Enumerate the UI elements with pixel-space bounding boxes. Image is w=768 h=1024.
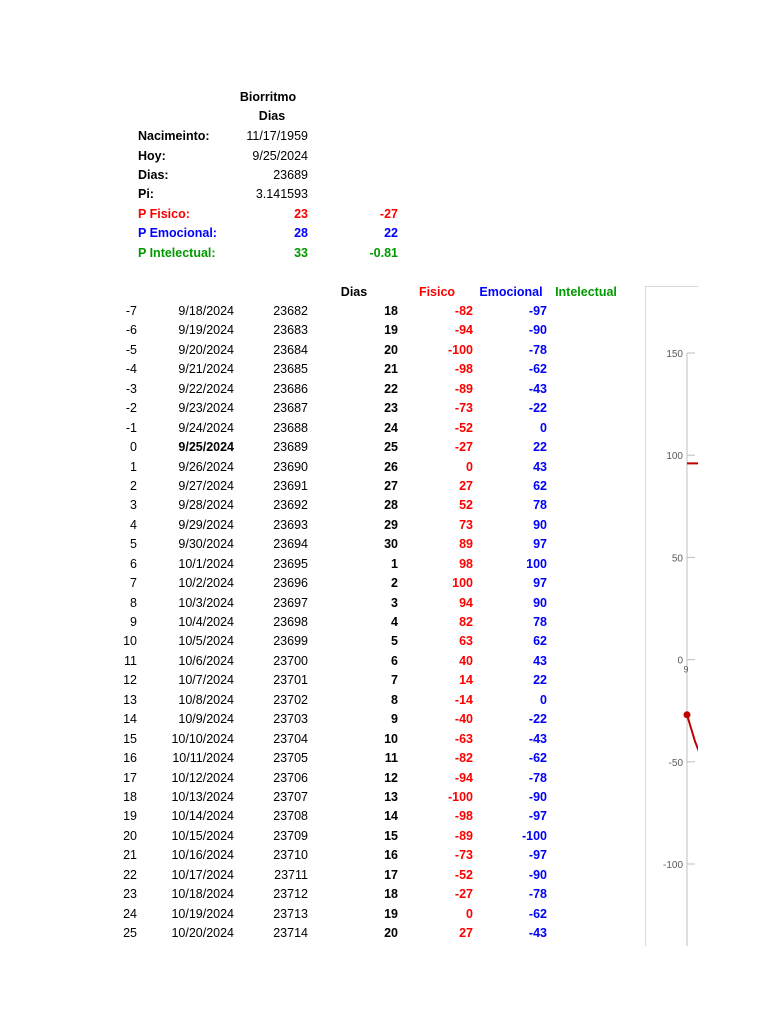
row-date: 9/28/2024 — [178, 498, 234, 512]
row-date: 10/16/2024 — [171, 848, 234, 862]
row-physical: -89 — [454, 829, 473, 843]
row-day: 9 — [391, 712, 398, 726]
row-day: 27 — [384, 479, 398, 493]
row-serial: 23696 — [273, 576, 308, 590]
emotional-value: 22 — [384, 226, 398, 240]
row-date: 10/15/2024 — [171, 829, 234, 843]
title-line1: Biorritmo — [239, 90, 297, 104]
row-physical: -100 — [447, 790, 473, 804]
row-day: 26 — [384, 460, 398, 474]
row-offset: 2 — [130, 479, 137, 493]
row-offset: 12 — [123, 673, 137, 687]
row-day: 12 — [384, 771, 398, 785]
row-day: 25 — [384, 440, 398, 454]
row-day: 7 — [391, 673, 398, 687]
row-emotional: 62 — [533, 479, 547, 493]
row-date: 9/27/2024 — [178, 479, 234, 493]
row-emotional: -43 — [528, 926, 547, 940]
row-emotional: 100 — [526, 557, 547, 571]
row-offset: 7 — [130, 576, 137, 590]
row-offset: 6 — [130, 557, 137, 571]
header-emotional: Emocional — [479, 285, 543, 299]
row-emotional: 78 — [533, 615, 547, 629]
row-offset: 16 — [123, 751, 137, 765]
row-emotional: 97 — [533, 576, 547, 590]
row-day: 11 — [384, 751, 398, 765]
y-tick-label: -50 — [668, 757, 683, 769]
row-day: 29 — [384, 518, 398, 532]
row-offset: 20 — [123, 829, 137, 843]
row-physical: -27 — [454, 440, 473, 454]
row-physical: -63 — [454, 732, 473, 746]
row-offset: 4 — [130, 518, 137, 532]
row-physical: 82 — [459, 615, 473, 629]
row-serial: 23694 — [273, 537, 308, 551]
row-day: 15 — [384, 829, 398, 843]
row-emotional: -22 — [528, 401, 547, 415]
row-date: 10/7/2024 — [178, 673, 234, 687]
row-day: 4 — [391, 615, 398, 629]
row-emotional: 90 — [533, 596, 547, 610]
row-day: 6 — [391, 654, 398, 668]
intellectual-label: P Intelectual: — [138, 246, 216, 260]
row-physical: 100 — [452, 576, 473, 590]
row-serial: 23683 — [273, 323, 308, 337]
row-date: 10/14/2024 — [171, 809, 234, 823]
series-physical-point — [684, 711, 691, 718]
row-physical: -52 — [454, 868, 473, 882]
row-offset: 23 — [123, 887, 137, 901]
row-physical: -73 — [454, 401, 473, 415]
row-offset: 5 — [130, 537, 137, 551]
row-emotional: -100 — [521, 829, 547, 843]
row-emotional: 43 — [533, 654, 547, 668]
row-physical: 14 — [459, 673, 473, 687]
row-day: 10 — [384, 732, 398, 746]
row-day: 22 — [384, 382, 398, 396]
row-physical: 73 — [459, 518, 473, 532]
row-serial: 23695 — [273, 557, 308, 571]
row-physical: 27 — [459, 479, 473, 493]
row-date: 9/29/2024 — [178, 518, 234, 532]
row-date: 10/11/2024 — [172, 751, 234, 765]
row-serial: 23688 — [273, 421, 308, 435]
y-tick-label: -100 — [662, 860, 683, 871]
row-serial: 23690 — [273, 460, 308, 474]
row-day: 17 — [384, 868, 398, 882]
row-physical: -94 — [454, 323, 473, 337]
row-physical: -82 — [454, 751, 473, 765]
row-emotional: 90 — [533, 518, 547, 532]
row-offset: 3 — [130, 498, 137, 512]
row-emotional: 0 — [540, 421, 547, 435]
row-physical: -89 — [454, 382, 473, 396]
row-emotional: -78 — [528, 343, 547, 357]
row-emotional: -97 — [528, 809, 547, 823]
row-emotional: -90 — [528, 323, 547, 337]
row-serial: 23701 — [273, 673, 308, 687]
row-offset: -3 — [125, 382, 137, 396]
row-serial: 23712 — [273, 887, 308, 901]
row-serial: 23685 — [273, 362, 308, 376]
row-physical: -40 — [454, 712, 473, 726]
row-offset: 18 — [123, 790, 137, 804]
physical-period: 23 — [294, 207, 308, 221]
row-offset: 13 — [123, 693, 137, 707]
row-physical: 63 — [459, 634, 473, 648]
row-physical: -82 — [454, 304, 473, 318]
row-offset: -2 — [125, 401, 137, 415]
row-serial: 23705 — [273, 751, 308, 765]
row-emotional: -97 — [528, 304, 547, 318]
row-physical: 27 — [459, 926, 473, 940]
row-date: 10/2/2024 — [178, 576, 234, 590]
row-serial: 23702 — [273, 693, 308, 707]
row-physical: -14 — [454, 693, 473, 707]
header-days: Dias — [340, 285, 368, 299]
row-serial: 23708 — [273, 809, 308, 823]
row-date: 9/22/2024 — [178, 382, 234, 396]
row-emotional: 22 — [533, 440, 547, 454]
row-physical: 89 — [459, 537, 473, 551]
row-emotional: -62 — [528, 907, 547, 921]
row-day: 23 — [384, 401, 398, 415]
chart-svg — [645, 286, 698, 946]
row-serial: 23704 — [273, 732, 308, 746]
row-physical: 0 — [466, 907, 473, 921]
row-physical: 52 — [459, 498, 473, 512]
row-day: 13 — [384, 790, 398, 804]
row-physical: -52 — [454, 421, 473, 435]
physical-value: -27 — [379, 207, 398, 221]
row-emotional: -22 — [528, 712, 547, 726]
physical-label: P Fisico: — [138, 207, 190, 221]
row-day: 30 — [384, 537, 398, 551]
row-date: 10/8/2024 — [178, 693, 234, 707]
row-serial: 23711 — [274, 868, 308, 882]
row-offset: 19 — [123, 809, 137, 823]
row-date: 9/19/2024 — [178, 323, 234, 337]
row-day: 20 — [384, 926, 398, 940]
row-date: 10/4/2024 — [178, 615, 234, 629]
row-day: 19 — [384, 323, 398, 337]
row-date: 10/19/2024 — [171, 907, 234, 921]
row-serial: 23707 — [273, 790, 308, 804]
title-line2: Dias — [258, 109, 286, 123]
row-physical: -27 — [454, 887, 473, 901]
row-day: 1 — [391, 557, 398, 571]
row-date: 9/23/2024 — [178, 401, 234, 415]
row-physical: 98 — [459, 557, 473, 571]
row-serial: 23686 — [273, 382, 308, 396]
row-serial: 23713 — [273, 907, 308, 921]
row-offset: 0 — [130, 440, 137, 454]
row-day: 8 — [391, 693, 398, 707]
row-emotional: -62 — [528, 362, 547, 376]
row-date: 9/24/2024 — [178, 421, 234, 435]
row-date: 9/20/2024 — [178, 343, 234, 357]
row-date: 10/3/2024 — [178, 596, 234, 610]
row-date: 10/12/2024 — [171, 771, 234, 785]
row-serial: 23700 — [273, 654, 308, 668]
row-date: 10/13/2024 — [171, 790, 234, 804]
days-label: Dias: — [138, 168, 169, 182]
row-date: 10/18/2024 — [171, 887, 234, 901]
row-serial: 23684 — [273, 343, 308, 357]
row-date: 10/1/2024 — [178, 557, 234, 571]
today-value: 9/25/2024 — [252, 149, 308, 163]
row-day: 5 — [391, 634, 398, 648]
row-emotional: 22 — [533, 673, 547, 687]
row-date: 10/20/2024 — [171, 926, 234, 940]
birth-value: 11/17/1959 — [246, 129, 308, 143]
row-offset: -7 — [125, 304, 137, 318]
row-offset: 8 — [130, 596, 137, 610]
series-physical-line — [687, 715, 698, 762]
y-tick-label: 100 — [666, 451, 683, 463]
row-day: 24 — [384, 421, 398, 435]
row-day: 16 — [384, 848, 398, 862]
row-emotional: -97 — [528, 848, 547, 862]
y-tick-label: 50 — [671, 553, 683, 565]
today-label: Hoy: — [138, 149, 166, 163]
row-emotional: 43 — [533, 460, 547, 474]
row-offset: 10 — [123, 634, 137, 648]
row-date: 10/10/2024 — [171, 732, 234, 746]
row-day: 14 — [384, 809, 398, 823]
row-date: 9/25/2024 — [178, 440, 234, 454]
y-tick-label: 0 — [677, 655, 683, 667]
row-offset: 1 — [130, 460, 137, 474]
row-offset: 22 — [123, 868, 137, 882]
row-physical: -98 — [454, 362, 473, 376]
row-date: 9/26/2024 — [178, 460, 234, 474]
row-serial: 23714 — [273, 926, 308, 940]
header-physical: Fisico — [418, 285, 456, 299]
row-offset: 17 — [123, 771, 137, 785]
row-offset: 21 — [123, 848, 137, 862]
row-offset: 14 — [123, 712, 137, 726]
row-serial: 23692 — [273, 498, 308, 512]
row-serial: 23699 — [273, 634, 308, 648]
row-offset: -1 — [125, 421, 137, 435]
row-serial: 23698 — [273, 615, 308, 629]
emotional-period: 28 — [294, 226, 308, 240]
row-date: 10/17/2024 — [171, 868, 234, 882]
row-physical: -94 — [454, 771, 473, 785]
row-offset: -6 — [125, 323, 137, 337]
emotional-label: P Emocional: — [138, 226, 217, 240]
y-tick-label: 150 — [666, 349, 683, 360]
row-day: 18 — [384, 304, 398, 318]
row-serial: 23687 — [273, 401, 308, 415]
row-physical: -73 — [454, 848, 473, 862]
row-day: 2 — [391, 576, 398, 590]
row-offset: 15 — [123, 732, 137, 746]
row-serial: 23706 — [273, 771, 308, 785]
row-emotional: 0 — [540, 693, 547, 707]
row-offset: 11 — [124, 654, 137, 668]
row-serial: 23697 — [273, 596, 308, 610]
row-physical: -98 — [454, 809, 473, 823]
row-offset: 25 — [123, 926, 137, 940]
row-date: 10/5/2024 — [178, 634, 234, 648]
row-serial: 23693 — [273, 518, 308, 532]
row-offset: -5 — [125, 343, 137, 357]
row-emotional: -90 — [528, 868, 547, 882]
row-emotional: -78 — [528, 771, 547, 785]
header-intellectual: Intelectual — [555, 285, 617, 299]
row-serial: 23691 — [273, 479, 308, 493]
row-date: 10/6/2024 — [178, 654, 234, 668]
row-physical: 94 — [459, 596, 473, 610]
row-physical: 0 — [466, 460, 473, 474]
row-offset: 24 — [123, 907, 137, 921]
row-day: 19 — [384, 907, 398, 921]
row-date: 9/21/2024 — [178, 362, 234, 376]
row-offset: -4 — [125, 362, 137, 376]
row-day: 28 — [384, 498, 398, 512]
row-physical: 40 — [459, 654, 473, 668]
row-offset: 9 — [130, 615, 137, 629]
row-emotional: -43 — [528, 732, 547, 746]
row-emotional: 97 — [533, 537, 547, 551]
row-serial: 23682 — [273, 304, 308, 318]
row-day: 20 — [384, 343, 398, 357]
row-date: 9/30/2024 — [178, 537, 234, 551]
pi-value: 3.141593 — [255, 187, 308, 201]
row-day: 3 — [391, 596, 398, 610]
row-serial: 23710 — [273, 848, 308, 862]
birth-label: Nacimeinto: — [138, 129, 210, 143]
row-serial: 23703 — [273, 712, 308, 726]
row-serial: 23709 — [273, 829, 308, 843]
row-emotional: 78 — [533, 498, 547, 512]
row-physical: -100 — [447, 343, 473, 357]
row-date: 9/18/2024 — [178, 304, 234, 318]
row-emotional: -62 — [528, 751, 547, 765]
row-emotional: -78 — [528, 887, 547, 901]
pi-label: Pi: — [138, 187, 154, 201]
intellectual-value: -0.81 — [369, 246, 398, 260]
row-emotional: 62 — [533, 634, 547, 648]
row-day: 18 — [384, 887, 398, 901]
intellectual-period: 33 — [294, 246, 308, 260]
row-emotional: -90 — [528, 790, 547, 804]
biorhythm-chart — [645, 286, 698, 946]
days-value: 23689 — [273, 168, 308, 182]
row-date: 10/9/2024 — [178, 712, 234, 726]
x-tick-label: 9 — [683, 664, 689, 675]
row-day: 21 — [384, 362, 398, 376]
row-serial: 23689 — [273, 440, 308, 454]
row-emotional: -43 — [528, 382, 547, 396]
